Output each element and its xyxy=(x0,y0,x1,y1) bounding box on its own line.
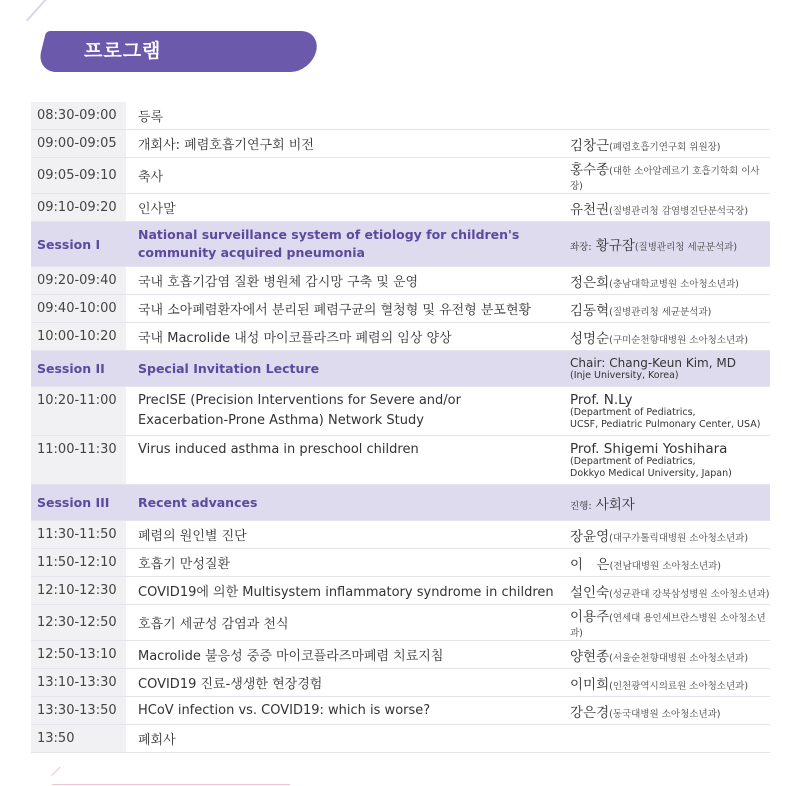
title-cell: 호흡기 세균성 감염과 천식 xyxy=(126,605,570,641)
title-cell: 폐회사 xyxy=(126,725,570,753)
time-cell: Session III xyxy=(31,485,126,521)
chair-role: 좌장: xyxy=(570,242,592,253)
time-cell: 13:10-13:30 xyxy=(31,669,126,697)
program-row xyxy=(31,387,770,436)
time-cell: 09:05-09:10 xyxy=(31,158,126,194)
session-row xyxy=(31,485,770,521)
title-cell xyxy=(126,436,570,485)
speaker-cell xyxy=(570,641,770,669)
speaker-name: 설인숙 xyxy=(570,584,610,601)
speaker-affiliation: (서울순천향대병원 소아청소년과) xyxy=(609,652,749,664)
speaker-name: 장윤영 xyxy=(570,528,610,545)
speaker-cell xyxy=(570,577,770,605)
speaker-cell xyxy=(570,436,770,485)
title-cell: 등록 xyxy=(126,102,570,130)
title-line: Virus induced asthma in preschool children xyxy=(138,442,419,457)
speaker-affiliation: (Department of Pediatrics, xyxy=(570,407,696,418)
program-row xyxy=(31,130,770,158)
title-cell xyxy=(126,387,570,436)
title-cell: 국내 Macrolide 내성 마이코플라즈마 폐렴의 임상 양상 xyxy=(126,323,570,351)
speaker-cell xyxy=(570,549,770,577)
footer-decoration xyxy=(52,784,290,785)
speaker-name: 이 은 xyxy=(570,556,610,573)
speaker-cell xyxy=(570,102,770,130)
speaker-affiliation: (대구가톨릭대병원 소아청소년과) xyxy=(609,532,749,544)
time-cell: 11:00-11:30 xyxy=(31,436,126,485)
time-cell: 10:20-11:00 xyxy=(31,387,126,436)
speaker-name: 강은경 xyxy=(570,704,610,721)
program-table xyxy=(31,102,770,753)
speaker-name: 황규잠 xyxy=(595,238,635,254)
title-cell: 호흡기 만성질환 xyxy=(126,549,570,577)
time-cell: Session II xyxy=(31,351,126,387)
title-cell: Recent advances xyxy=(126,485,570,521)
program-row xyxy=(31,158,770,194)
speaker-name: 김창근 xyxy=(570,137,610,154)
speaker-cell xyxy=(570,669,770,697)
speaker-affiliation: (질병관리청 세균분석과) xyxy=(634,242,738,253)
speaker-affiliation: (폐렴호흡기연구회 위원장) xyxy=(609,141,721,153)
chair-name: Chair: Chang-Keun Kim, MD xyxy=(570,355,736,370)
program-row xyxy=(31,577,770,605)
time-cell: 08:30-09:00 xyxy=(31,102,126,130)
speaker-affiliation: (성균관대 강북삼성병원 소아청소년과) xyxy=(609,588,770,600)
program-row xyxy=(31,549,770,577)
title-cell: COVID19에 의한 Multisystem inflammatory syndrome in children xyxy=(126,577,570,605)
program-row xyxy=(31,669,770,697)
time-cell: 09:20-09:40 xyxy=(31,267,126,295)
speaker-name: Prof. N.Ly xyxy=(570,392,633,408)
program-row xyxy=(31,697,770,725)
session-row xyxy=(31,222,770,267)
time-cell: 09:10-09:20 xyxy=(31,194,126,222)
time-cell: 09:40-10:00 xyxy=(31,295,126,323)
title-cell: Special Invitation Lecture xyxy=(126,351,570,387)
title-cell: 국내 소아폐렴환자에서 분리된 폐렴구균의 혈청형 및 유전형 분포현황 xyxy=(126,295,570,323)
time-cell: 13:30-13:50 xyxy=(31,697,126,725)
speaker-name: 유천권 xyxy=(570,201,610,218)
speaker-affiliation: (인천광역시의료원 소아청소년과) xyxy=(609,680,749,692)
speaker-affiliation: UCSF, Pediatric Pulmonary Center, USA) xyxy=(570,419,761,430)
speaker-name: 정은희 xyxy=(570,274,610,291)
program-row xyxy=(31,725,770,753)
footer-decoration-tick xyxy=(51,767,60,776)
speaker-name: 김동혁 xyxy=(570,302,610,319)
title-line: PrecISE (Precision Interventions for Severe and/or xyxy=(138,393,461,408)
time-cell: 12:10-12:30 xyxy=(31,577,126,605)
title-cell: HCoV infection vs. COVID19: which is worse? xyxy=(126,697,570,725)
program-row xyxy=(31,194,770,222)
program-body xyxy=(31,102,770,753)
time-cell: 13:50 xyxy=(31,725,126,753)
time-cell: Session I xyxy=(31,222,126,267)
speaker-name: 홍수종 xyxy=(570,162,610,178)
header-banner xyxy=(36,31,321,72)
speaker-affiliation: (질병관리청 감염병진단분석국장) xyxy=(609,205,749,217)
speaker-cell xyxy=(570,387,770,436)
time-cell: 12:30-12:50 xyxy=(31,605,126,641)
speaker-name: Prof. Shigemi Yoshihara xyxy=(570,441,728,457)
speaker-cell xyxy=(570,158,770,194)
speaker-cell xyxy=(570,222,770,267)
speaker-cell xyxy=(570,351,770,387)
chair-role: 진행: xyxy=(570,500,592,512)
header-decoration xyxy=(26,0,58,21)
speaker-cell xyxy=(570,697,770,725)
speaker-name: 양현종 xyxy=(570,648,610,665)
speaker-affiliation: (대한 소아알레르기 호흡기학회 이사장) xyxy=(570,166,760,192)
speaker-name: 사회자 xyxy=(595,496,635,513)
program-row xyxy=(31,102,770,130)
title-cell: 인사말 xyxy=(126,194,570,222)
page-title: 프로그램 xyxy=(84,40,162,62)
speaker-cell xyxy=(570,521,770,549)
title-cell: 국내 호흡기감염 질환 병원체 감시망 구축 및 운영 xyxy=(126,267,570,295)
speaker-cell xyxy=(570,194,770,222)
speaker-affiliation: (동국대병원 소아청소년과) xyxy=(609,708,721,720)
time-cell: 09:00-09:05 xyxy=(31,130,126,158)
title-cell: 폐렴의 원인별 진단 xyxy=(126,521,570,549)
session-row xyxy=(31,351,770,387)
speaker-cell xyxy=(570,267,770,295)
speaker-name: 이미희 xyxy=(570,676,610,693)
speaker-cell xyxy=(570,295,770,323)
speaker-cell xyxy=(570,130,770,158)
program-row xyxy=(31,605,770,641)
speaker-affiliation: Dokkyo Medical University, Japan) xyxy=(570,468,732,479)
speaker-cell xyxy=(570,605,770,641)
program-row xyxy=(31,436,770,485)
time-cell: 11:30-11:50 xyxy=(31,521,126,549)
speaker-affiliation: (질병관리청 세균분석과) xyxy=(609,306,712,318)
time-cell: 12:50-13:10 xyxy=(31,641,126,669)
speaker-cell xyxy=(570,485,770,521)
title-cell: 축사 xyxy=(126,158,570,194)
speaker-affiliation: (전남대병원 소아청소년과) xyxy=(609,560,721,572)
chair-affiliation: (Inje University, Korea) xyxy=(570,369,679,381)
title-cell: COVID19 진료-생생한 현장경험 xyxy=(126,669,570,697)
speaker-cell xyxy=(570,323,770,351)
speaker-cell xyxy=(570,725,770,753)
speaker-name: 이용주 xyxy=(570,609,610,625)
time-cell: 10:00-10:20 xyxy=(31,323,126,351)
speaker-affiliation: (연세대 용인세브란스병원 소아청소년과) xyxy=(570,613,766,639)
program-row xyxy=(31,521,770,549)
time-cell: 11:50-12:10 xyxy=(31,549,126,577)
speaker-affiliation: (Department of Pediatrics, xyxy=(570,456,696,467)
speaker-name: 성명순 xyxy=(570,330,610,347)
title-cell: Macrolide 불응성 중증 마이코플라즈마폐렴 치료지침 xyxy=(126,641,570,669)
program-row xyxy=(31,267,770,295)
program-row xyxy=(31,641,770,669)
speaker-affiliation: (구미순천향대병원 소아청소년과) xyxy=(609,334,749,346)
program-row xyxy=(31,295,770,323)
title-cell: National surveillance system of etiology for children's community acquired pneumonia xyxy=(126,222,570,267)
speaker-affiliation: (충남대학교병원 소아청소년과) xyxy=(609,278,739,290)
title-cell: 개회사: 폐렴호흡기연구회 비전 xyxy=(126,130,570,158)
title-line: Exacerbation-Prone Asthma) Network Study xyxy=(138,413,424,428)
program-row xyxy=(31,323,770,351)
